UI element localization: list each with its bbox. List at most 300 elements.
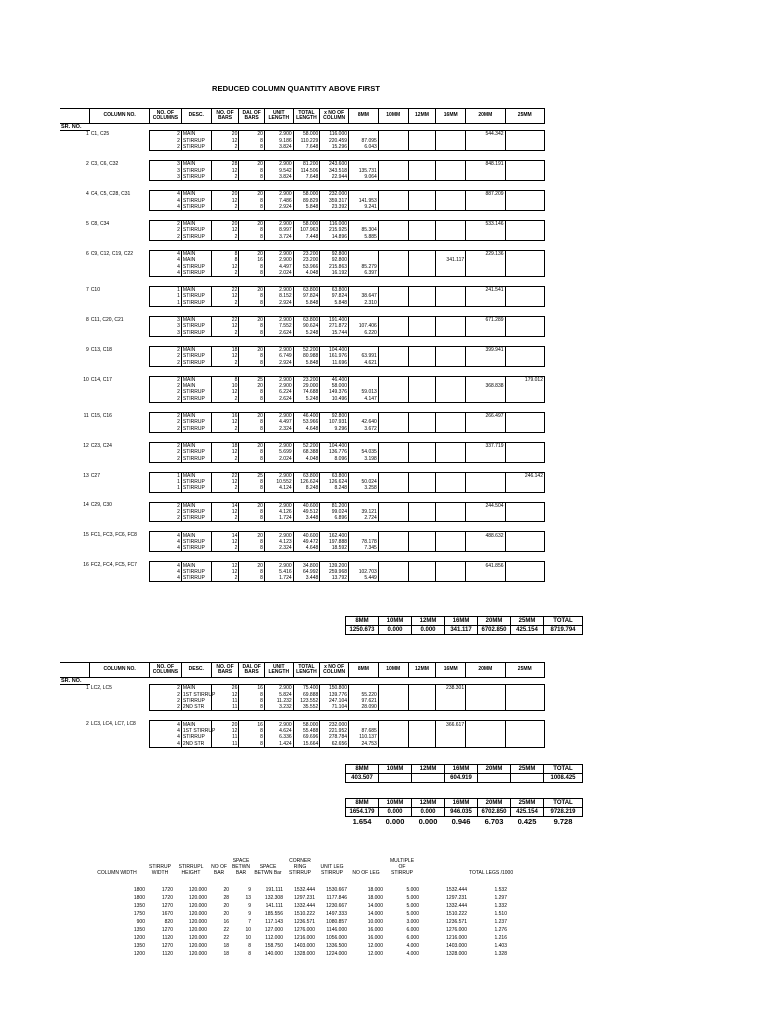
cell: 23.200 (293, 376, 320, 383)
spacer (264, 522, 293, 532)
cell: 8 (239, 455, 265, 462)
spacer (181, 366, 211, 376)
cell: 8 (239, 426, 265, 433)
cell: 2.924 (264, 300, 293, 307)
cell: 4 (149, 204, 181, 211)
cell (466, 396, 505, 403)
sr-no: 4 (86, 190, 89, 197)
table-row (60, 396, 545, 403)
sr-no: 15 (83, 532, 89, 539)
cell: 8 (239, 515, 265, 522)
cell: 20 (211, 220, 239, 227)
spacer (149, 306, 181, 316)
cell: 25 (239, 376, 265, 383)
cell: 6.000 (406, 935, 419, 941)
cell (378, 204, 408, 211)
cell: 20 (239, 502, 265, 509)
cell: 20 (223, 887, 229, 893)
t2-header-spacer (293, 678, 320, 685)
cell: 20 (239, 562, 265, 569)
cell: 4 (149, 191, 181, 198)
cell (378, 396, 408, 403)
cell (466, 234, 505, 241)
cell (505, 220, 544, 227)
spacer (88, 876, 146, 886)
cell: 20 (211, 721, 239, 728)
column-no: C8, C34 (90, 220, 110, 227)
spacer (505, 151, 544, 161)
cell: 39.121 (349, 509, 379, 515)
cell: 4.624 (264, 728, 293, 734)
cell: 533.146 (466, 220, 505, 227)
cell: 4 (149, 532, 181, 539)
spacer (466, 306, 505, 316)
cell: 3 (149, 330, 181, 337)
cell: 12 (211, 479, 239, 485)
cell: 23.200 (293, 250, 320, 257)
cell: 9.296 (320, 426, 349, 433)
column-no: C15, C16 (90, 412, 112, 419)
spacer (349, 492, 379, 502)
column-no: C10 (90, 286, 100, 293)
t2-header-desc: DESC. (181, 663, 211, 678)
cell (436, 575, 466, 582)
cell: 16 (211, 412, 239, 419)
cell: 7.552 (264, 323, 293, 329)
spacer (384, 876, 420, 886)
spacer (264, 462, 293, 472)
spacer (60, 151, 90, 161)
sum1-value: 425.154 (511, 626, 544, 635)
spacer (264, 277, 293, 287)
cell: 49.472 (293, 539, 320, 545)
spacer (349, 210, 379, 220)
column-no (90, 704, 150, 711)
spacer (436, 711, 466, 721)
cell: 22.944 (320, 174, 349, 181)
cell: 1216.000 (294, 935, 315, 941)
cell: 14.000 (367, 903, 383, 909)
cell (505, 287, 544, 294)
table-row (60, 191, 545, 198)
cell: STIRRUP (181, 575, 211, 582)
t2-header-8mm: 8MM (349, 663, 379, 678)
cell: 2.024 (264, 270, 293, 277)
sum3-tonnes: 1.654 (352, 817, 372, 826)
spacer (320, 210, 349, 220)
cell: 1403.000 (446, 943, 467, 949)
cell: 1.510 (494, 911, 507, 917)
spacer (181, 492, 211, 502)
cell: 8 (239, 545, 265, 552)
cell: 52.200 (293, 442, 320, 449)
cell: MAIN (181, 161, 211, 168)
cell: 4.497 (264, 419, 293, 425)
cell: 4 (149, 270, 181, 277)
cell (349, 131, 379, 138)
table-row (60, 575, 545, 582)
cell: 7.648 (293, 144, 320, 151)
t2-header-spacer (90, 678, 150, 685)
sum2-label: 16MM (445, 765, 478, 774)
cell: 221.952 (320, 728, 349, 734)
cell (378, 685, 408, 692)
spacer (181, 402, 211, 412)
cell: 2.900 (264, 472, 293, 479)
cell: 20 (239, 191, 265, 198)
cell: 2.900 (264, 161, 293, 168)
sr-no (60, 300, 90, 307)
cell (378, 144, 408, 151)
cell: 4 (149, 263, 181, 269)
column-quantity-table-2 (60, 662, 545, 748)
cell: 2 (211, 300, 239, 307)
spacer (408, 711, 436, 721)
cell: 2.924 (264, 204, 293, 211)
cell: 2.900 (264, 257, 293, 263)
cell: 16.000 (367, 927, 383, 933)
spacer (320, 402, 349, 412)
cell: 3.724 (264, 234, 293, 241)
cell (436, 131, 466, 138)
cell: 28 (211, 161, 239, 168)
cell: 2.324 (264, 545, 293, 552)
cell: 366.617 (436, 721, 466, 728)
cell: 1.297 (494, 895, 507, 901)
cell (408, 685, 436, 692)
spacer (466, 210, 505, 220)
spacer (349, 336, 379, 346)
cell: 34.800 (293, 562, 320, 569)
cell (466, 545, 505, 552)
table-row (60, 685, 545, 692)
spacer (378, 336, 408, 346)
cell (349, 442, 379, 449)
cell (408, 330, 436, 337)
cell (436, 545, 466, 552)
sr-no (60, 396, 90, 403)
cell: 97.824 (320, 293, 349, 299)
cell: 8 (239, 204, 265, 211)
cell: 4.621 (349, 359, 379, 366)
table-row (60, 330, 545, 337)
cell (408, 455, 436, 462)
cell (378, 426, 408, 433)
spacer (90, 432, 150, 442)
cell: 1236.571 (446, 919, 467, 925)
cell (505, 270, 544, 277)
sr-no: 12 (83, 442, 89, 449)
sum2-value: 403.507 (346, 774, 379, 783)
cell: 887.209 (466, 191, 505, 198)
table-row (88, 910, 508, 918)
spacer (505, 552, 544, 562)
cell (349, 721, 379, 728)
cell: 1.424 (264, 740, 293, 747)
cell: 1800 (133, 895, 145, 901)
cell: 8 (239, 485, 265, 492)
spacer (264, 366, 293, 376)
spacer (436, 151, 466, 161)
cell (436, 472, 466, 479)
cell: 141.111 (265, 903, 283, 909)
spacer (264, 151, 293, 161)
sum3-label: 16MM (445, 799, 478, 808)
cell: 8 (239, 323, 265, 329)
t1-header-20mm: 20MM (466, 109, 505, 124)
cell: MAIN (181, 191, 211, 198)
cell: 4 (149, 734, 181, 740)
spacer (466, 181, 505, 191)
cell: 2 (149, 455, 181, 462)
cell: 13.792 (320, 575, 349, 582)
spacer (408, 181, 436, 191)
cell: 120.000 (188, 951, 207, 957)
cell (466, 300, 505, 307)
column-no: C13, C18 (90, 346, 112, 353)
spacer (60, 402, 90, 412)
sr-no (60, 740, 90, 747)
sum1-label: 8MM (346, 617, 379, 626)
cell (505, 300, 544, 307)
cell: 107.963 (293, 227, 320, 233)
cell: STIRRUP (181, 174, 211, 181)
cell: 46.400 (320, 376, 349, 383)
cell: 8 (239, 509, 265, 515)
spacer (146, 876, 174, 886)
spacer (349, 552, 379, 562)
cell: 7.648 (293, 174, 320, 181)
cell: 15.664 (293, 740, 320, 747)
cell: 63.991 (349, 353, 379, 359)
cell: 87.095 (349, 138, 379, 144)
spacer (149, 432, 181, 442)
cell (408, 300, 436, 307)
cell: 4 (149, 721, 181, 728)
spacer (60, 336, 90, 346)
cell (378, 562, 408, 569)
cell (466, 740, 505, 747)
cell: 2ND STR (181, 740, 211, 747)
spacer (149, 277, 181, 287)
cell (505, 412, 544, 419)
sr-no (60, 704, 90, 711)
cell: 8 (239, 353, 265, 359)
sum2-label: TOTAL (544, 765, 583, 774)
sr-no: 13 (83, 472, 89, 479)
sum3-label: 12MM (412, 799, 445, 808)
cell (436, 396, 466, 403)
sum1-value: 0.000 (379, 626, 412, 635)
cell: 2.900 (264, 502, 293, 509)
cell (378, 442, 408, 449)
column-no (90, 270, 150, 277)
column-no: C1, C25 (90, 131, 110, 138)
t1-header-no-of-bars: NO. OF BARS (211, 109, 239, 124)
cell (505, 161, 544, 168)
spacer (320, 240, 349, 250)
cell: 1350 (133, 927, 145, 933)
cell (378, 704, 408, 711)
cell: MAIN (181, 220, 211, 227)
sum2-label: 20MM (478, 765, 511, 774)
cell: 2.900 (264, 376, 293, 383)
spacer (466, 552, 505, 562)
cell: STIRRUP (181, 353, 211, 359)
t1-header-column-no: COLUMN NO. (90, 109, 150, 124)
sum3-value: 946.035 (445, 808, 478, 817)
spacer (293, 366, 320, 376)
sr-no: 6 (86, 250, 89, 257)
cell: 1056.000 (326, 935, 347, 941)
cell (349, 376, 379, 383)
spacer (408, 240, 436, 250)
cell: 2 (211, 270, 239, 277)
cell: 2.900 (264, 532, 293, 539)
cell: 12 (211, 197, 239, 203)
cell: MAIN (181, 316, 211, 323)
cell: 22 (223, 935, 229, 941)
sum3-value: 1654.179 (346, 808, 379, 817)
cell: 4 (149, 250, 181, 257)
cell: STIRRUP (181, 479, 211, 485)
spacer (60, 210, 90, 220)
cell: 4 (149, 575, 181, 582)
cell (378, 740, 408, 747)
cell: 8 (239, 227, 265, 233)
t2-header-spacer (264, 678, 293, 685)
cell: 8 (239, 569, 265, 575)
cell: 1297.231 (294, 895, 315, 901)
cell (505, 359, 544, 366)
spacer (211, 552, 239, 562)
cell (408, 740, 436, 747)
spacer (239, 366, 265, 376)
cell: 110.229 (293, 138, 320, 144)
cell: 10 (245, 927, 251, 933)
stirrup-header: STIRRUPL HEIGHT (178, 864, 204, 876)
spacer (378, 402, 408, 412)
spacer (60, 552, 90, 562)
cell: STIRRUP (181, 426, 211, 433)
cell (505, 685, 544, 692)
spacer (60, 462, 90, 472)
cell: 20 (239, 250, 265, 257)
cell: 3 (149, 174, 181, 181)
cell: 8 (239, 698, 265, 704)
spacer (408, 492, 436, 502)
spacer (293, 181, 320, 191)
spacer (408, 210, 436, 220)
cell: 1332.444 (294, 903, 315, 909)
cell (436, 234, 466, 241)
cell: 6.224 (264, 389, 293, 395)
cell: 1146.000 (326, 927, 347, 933)
cell: 197.888 (320, 539, 349, 545)
cell: 4 (149, 728, 181, 734)
column-no: C9, C12, C19, C22 (90, 250, 134, 257)
sum1-label: 16MM (445, 617, 478, 626)
spacer (316, 876, 348, 886)
cell: 9 (248, 903, 251, 909)
cell (466, 515, 505, 522)
table-row (60, 131, 545, 138)
spacer (60, 522, 90, 532)
sum3-value: 6702.850 (478, 808, 511, 817)
cell: 2 (211, 204, 239, 211)
table-row (60, 412, 545, 419)
cell: 1336.500 (326, 943, 347, 949)
cell: 3 (149, 323, 181, 329)
cell: 162.400 (320, 532, 349, 539)
cell: 2 (149, 138, 181, 144)
t1-header-spacer (239, 124, 265, 131)
cell (466, 575, 505, 582)
cell: 8 (239, 479, 265, 485)
cell (349, 287, 379, 294)
cell (378, 575, 408, 582)
cell: 1.724 (264, 575, 293, 582)
spacer (293, 492, 320, 502)
cell (466, 426, 505, 433)
cell: 35.552 (293, 704, 320, 711)
cell (505, 330, 544, 337)
cell: 15.744 (320, 330, 349, 337)
cell: 7.486 (264, 197, 293, 203)
cell: 20 (211, 191, 239, 198)
sum2-label: 12MM (412, 765, 445, 774)
spacer (90, 462, 150, 472)
cell: 3.448 (293, 575, 320, 582)
spacer (181, 151, 211, 161)
sum3-tonnes: 0.000 (418, 817, 438, 826)
t1-header-spacer (466, 124, 505, 131)
spacer (349, 240, 379, 250)
spacer (264, 402, 293, 412)
spacer (211, 336, 239, 346)
cell: 28.090 (349, 704, 379, 711)
t1-header-unit-length: UNIT LENGTH (264, 109, 293, 124)
spacer (60, 711, 90, 721)
cell: 20 (239, 131, 265, 138)
cell: 1230.667 (326, 903, 347, 909)
cell: 89.829 (293, 197, 320, 203)
cell (408, 346, 436, 353)
spacer (181, 210, 211, 220)
cell: 16 (239, 721, 265, 728)
cell (378, 515, 408, 522)
cell: 2.900 (264, 685, 293, 692)
cell: 1.532 (494, 887, 507, 893)
cell (378, 485, 408, 492)
cell: 12 (211, 323, 239, 329)
cell: 2 (211, 485, 239, 492)
cell: 9.241 (349, 204, 379, 211)
t2-header-12mm: 12MM (408, 663, 436, 678)
cell (436, 161, 466, 168)
cell: 4.648 (293, 426, 320, 433)
cell (466, 204, 505, 211)
summary-table-2 (345, 764, 583, 783)
cell: 25 (239, 472, 265, 479)
cell: 13 (245, 895, 251, 901)
cell: 16.000 (367, 935, 383, 941)
cell: 11 (211, 698, 239, 704)
table-row (88, 942, 508, 950)
spacer (349, 402, 379, 412)
cell: 40.600 (293, 532, 320, 539)
cell (408, 234, 436, 241)
